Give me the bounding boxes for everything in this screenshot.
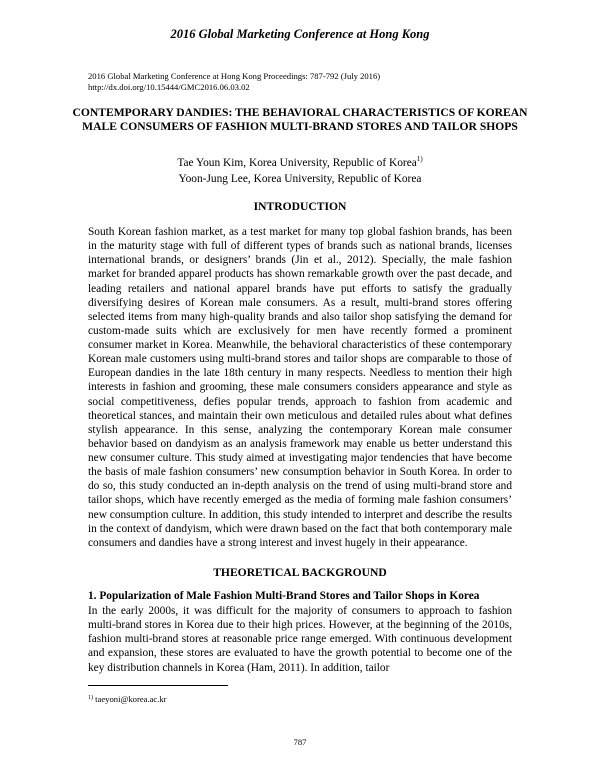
- author-1-name: Tae Youn Kim, Korea University, Republic of Korea: [177, 157, 417, 169]
- author-2: Yoon-Jung Lee, Korea University, Republic of Korea: [178, 173, 422, 185]
- introduction-heading: INTRODUCTION: [253, 200, 347, 213]
- author-1-footnote-mark[interactable]: 1): [416, 155, 423, 163]
- citation: [88, 71, 528, 93]
- page-number: 787: [293, 737, 307, 747]
- author-1: [0, 155, 600, 171]
- section-1-paragraph: In the early 2000s, it was difficult for the majority of consumers to approach to fashion multi-brand stores in Korea due to their high prices. However, at the beginning of the 2010s, fashion multi-brand stores at reasonable price range emerged. With continuous development and expansion, these stores are evaluated to have the growth potential to become one of the key distribution channels in Korea (Ham, 2011). In addition, tailor: [88, 605, 512, 674]
- footnote-divider: [88, 685, 228, 686]
- theoretical-background-heading: THEORETICAL BACKGROUND: [213, 566, 387, 579]
- section-1-subheading: 1. Popularization of Male Fashion Multi-Brand Stores and Tailor Shops in Korea: [88, 590, 480, 602]
- footnote-email[interactable]: taeyoni@korea.ac.kr: [95, 694, 167, 704]
- citation-line-doi[interactable]: http://dx.doi.org/10.15444/GMC2016.06.03.02: [88, 82, 250, 92]
- footnote: [88, 694, 388, 704]
- running-header: 2016 Global Marketing Conference at Hong Kong: [170, 27, 430, 41]
- author-block: [0, 155, 600, 187]
- paper-title: CONTEMPORARY DANDIES: THE BEHAVIORAL CHARACTERISTICS OF KOREAN MALE CONSUMERS OF FASHION MULTI-BRAND STORES AND TAILOR SHOPS: [72, 106, 528, 133]
- citation-line-proceedings: 2016 Global Marketing Conference at Hong Kong Proceedings: 787-792 (July 2016): [88, 71, 381, 81]
- introduction-paragraph: South Korean fashion market, as a test market for many top global fashion brands, has been in the maturity stage with full of different types of brands such as national brands, licenses international brands, or designers’ brands (Jin et al., 2012). Specially, the male fashion market for branded apparel products has shown remarkable growth over the past decade, and leading retailers and national apparel brands have put efforts to satisfy the gradually diversifying desires of Korean male consumers. As a result, multi-brand stores offering selected items from many high-quality brands and also tailor shop satisfying the demand for custom-made suits which are exclusively for men have recently formed a prominent consumer market in Korea. Meanwhile, the behavioral characteristics of these contemporary Korean male customers using multi-brand stores and tailor shops are comparable to those of European dandies in the late 18th century in many respects. Needless to mention their high interests in fashion and grooming, these male consumers considers appearance and style as social competitiveness, defies popular trends, approach to fashion from academic and theoretical stances, and maintain their own meticulous and detailed rules about what defines stylish appearance. In this sense, analyzing the contemporary Korean male consumer behavior based on dandyism as an analysis framework may enable us better understand this new consumer culture. This study aimed at investigating major tendencies that have become the basis of male fashion consumers’ new consumption behavior in South Korea. In order to do so, this study conducted an in-depth analysis on the trend of using multi-brand store and tailor shops, which have recently emerged as the media of forming male fashion consumers’ new consumption culture. In addition, this study intended to interpret and describe the results in the context of dandyism, which were drawn based on the fact that both contemporary male consumers and dandies have a strong interest and invest hugely in their appearance.: [88, 226, 512, 549]
- footnote-mark: 1): [88, 695, 93, 701]
